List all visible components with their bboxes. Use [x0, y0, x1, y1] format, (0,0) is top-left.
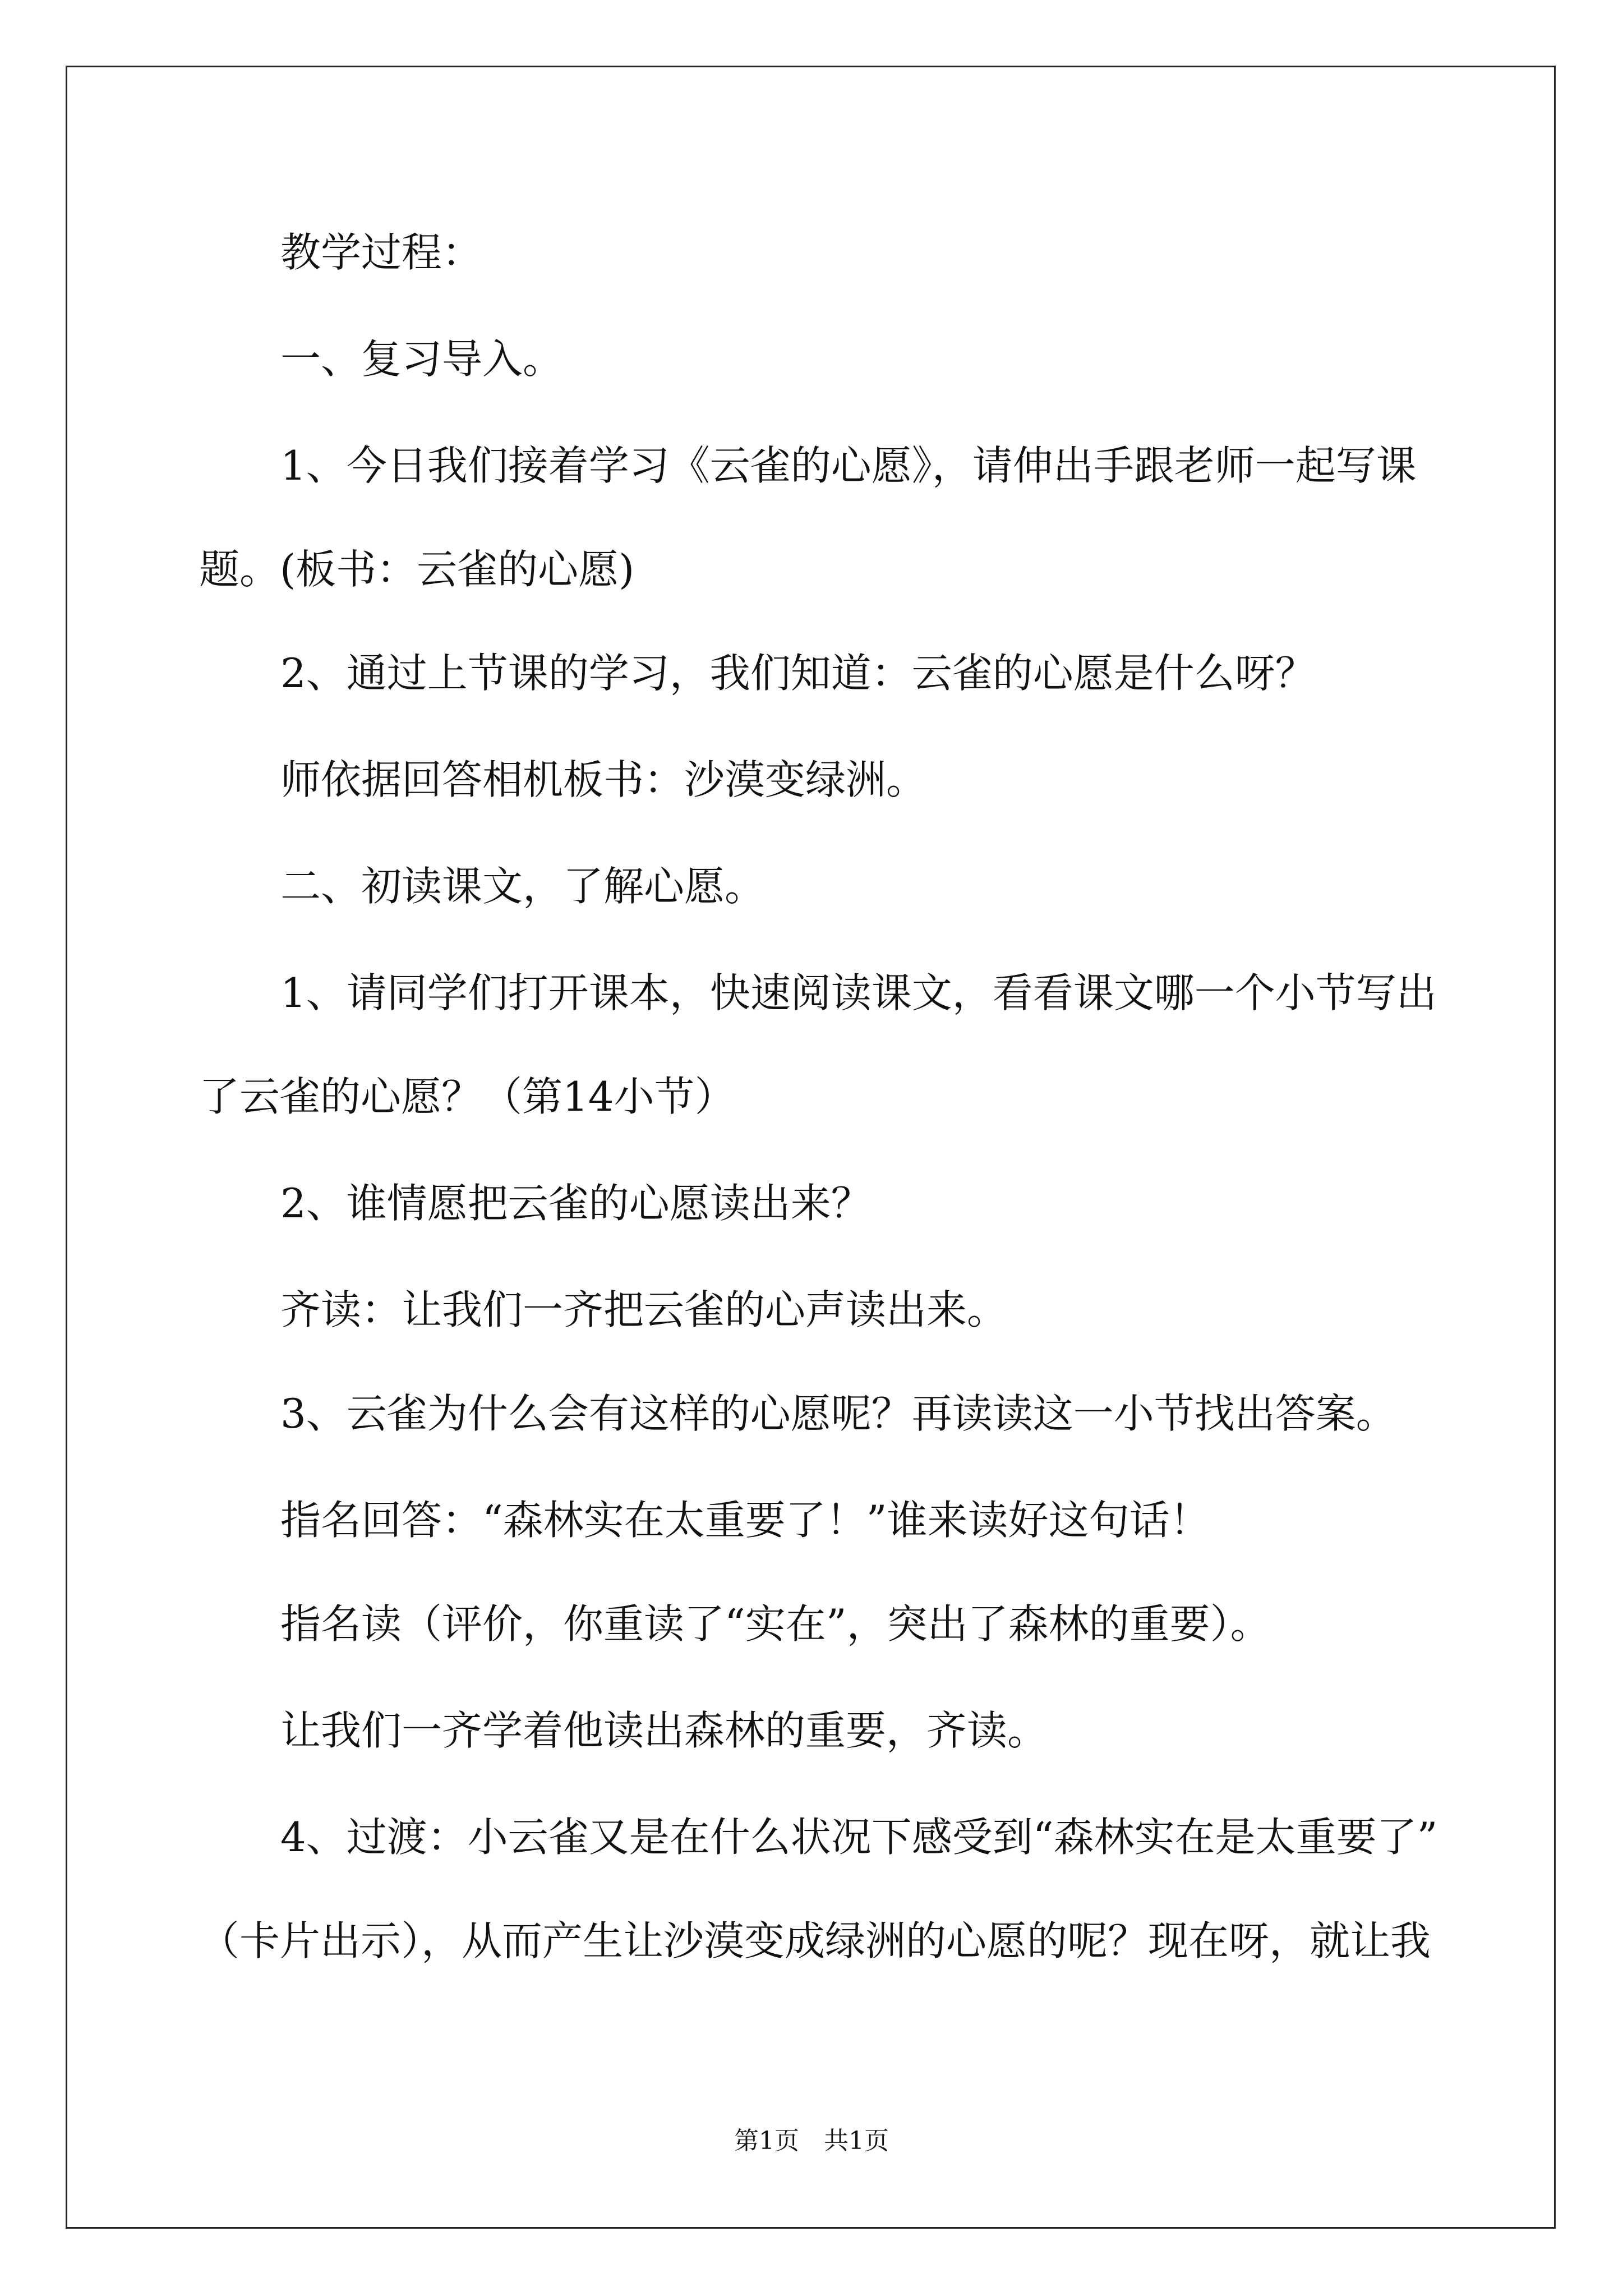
text-line: 2、谁情愿把云雀的心愿读出来？: [280, 1180, 872, 1227]
text-line: 3、云雀为什么会有这样的心愿呢？再读读这一小节找出答案。: [280, 1390, 1396, 1437]
text-line: 指名回答：“森林实在太重要了！”谁来读好这句话！: [280, 1497, 1210, 1544]
text-line: 指名读（评价，你重读了“实在”，突出了森林的重要）。: [280, 1600, 1271, 1648]
text-line: 4、过渡：小云雀又是在什么状况下感受到“森林实在是太重要了”: [280, 1814, 1438, 1861]
text-line: 2、通过上节课的学习，我们知道：云雀的心愿是什么呀？: [280, 650, 1316, 697]
text-line: 1、今日我们接着学习《云雀的心愿》，请伸出手跟老师一起写课: [280, 442, 1417, 489]
text-line: 师依据回答相机板书：沙漠变绿洲。: [280, 756, 927, 803]
text-line: 让我们一齐学着他读出森林的重要，齐读。: [280, 1707, 1048, 1754]
text-line: 教学过程：: [280, 229, 483, 276]
text-line: 齐读：让我们一齐把云雀的心声读出来。: [280, 1286, 1008, 1333]
page-border: [66, 66, 1556, 2229]
text-line: 1、请同学们打开课本，快速阅读课文，看看课文哪一个小节写出: [280, 969, 1437, 1016]
text-line: 一、复习导入。: [280, 335, 564, 383]
text-line: （卡片出示），从而产生让沙漠变成绿洲的心愿的呢？现在呀，就让我: [199, 1917, 1431, 1964]
text-line: 二、初读课文，了解心愿。: [280, 863, 766, 910]
text-line: 题。(板书：云雀的心愿): [199, 546, 635, 593]
text-line: 了云雀的心愿？（第14小节）: [199, 1073, 735, 1120]
page-footer: 第1页 共1页: [734, 2127, 889, 2155]
